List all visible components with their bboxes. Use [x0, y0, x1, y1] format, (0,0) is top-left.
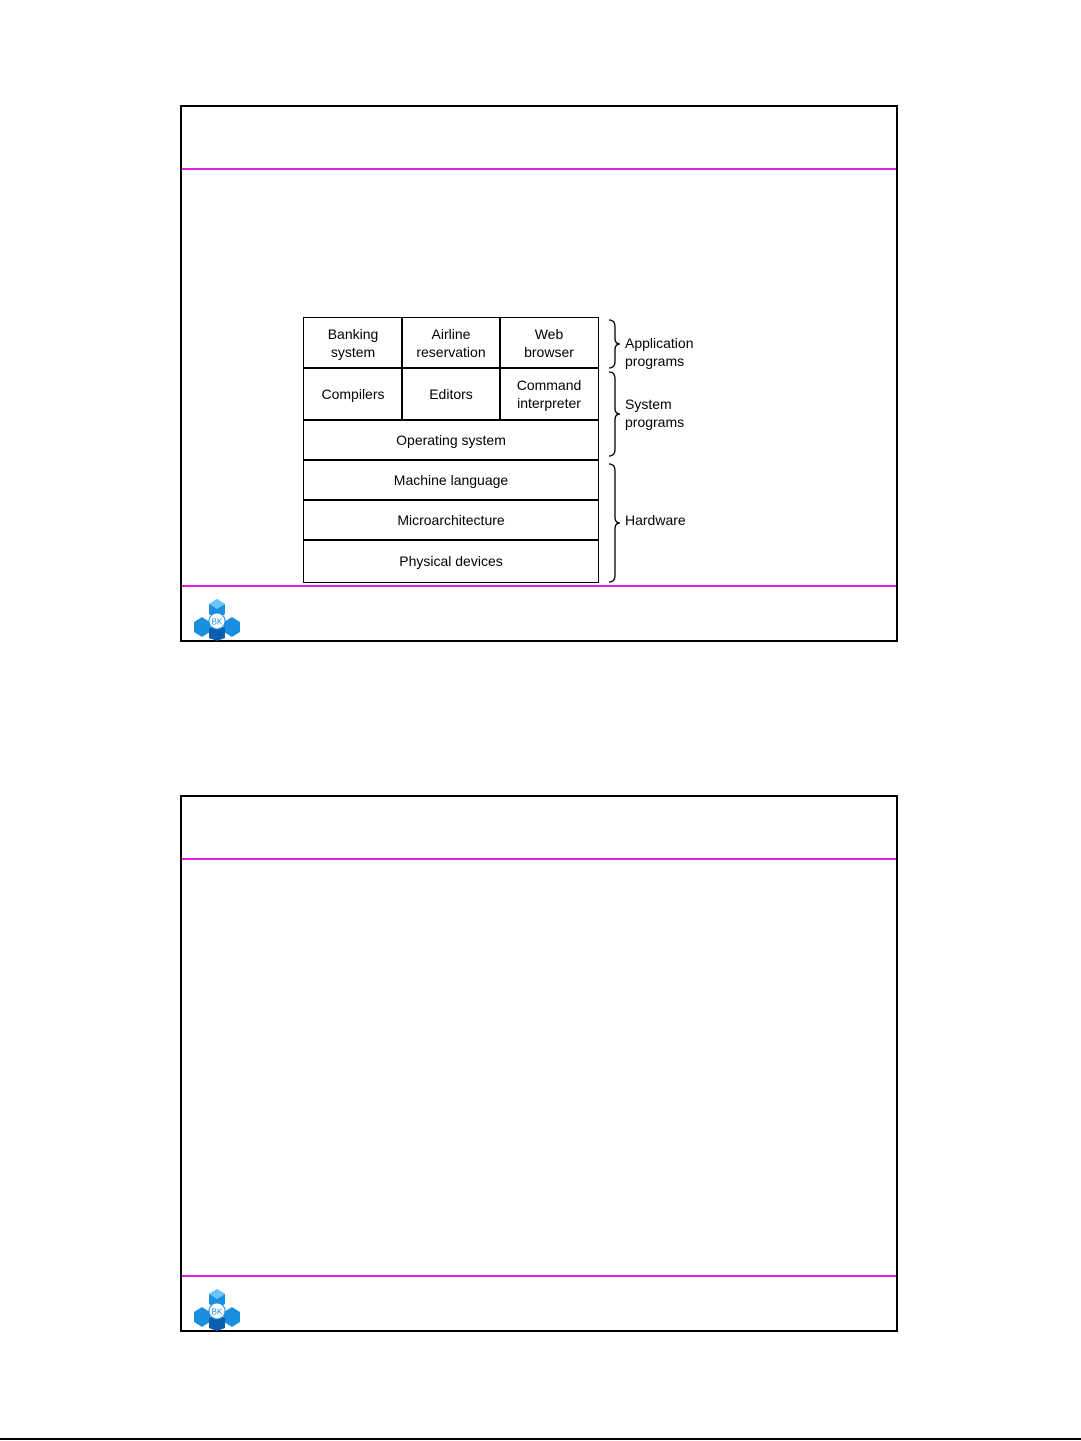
label-hardware: Hardware — [625, 512, 686, 528]
cell-web-browser: Web browser — [499, 317, 599, 369]
cell-editors: Editors — [401, 367, 501, 421]
svg-text:BK: BK — [211, 617, 223, 627]
footer-divider — [182, 585, 896, 587]
footer-divider — [182, 1275, 896, 1277]
cell-airline-reservation: Airline reservation — [401, 317, 501, 369]
cell-physical-devices: Physical devices — [303, 539, 599, 583]
cell-banking-system: Banking system — [303, 317, 403, 369]
cell-operating-system: Operating system — [303, 419, 599, 461]
bk-logo — [194, 597, 240, 641]
header-divider — [182, 858, 896, 860]
slide-1 — [180, 105, 898, 642]
page-bottom-rule — [0, 1438, 1081, 1440]
label-system-programs: System programs — [625, 396, 685, 430]
label-application-programs: Application programs — [625, 335, 694, 369]
brace-system — [607, 371, 623, 457]
brace-hardware — [607, 463, 623, 583]
bk-logo — [194, 1287, 240, 1331]
cell-microarchitecture: Microarchitecture — [303, 499, 599, 541]
header-divider — [182, 168, 896, 170]
cell-machine-language: Machine language — [303, 459, 599, 501]
slide-2 — [180, 795, 898, 1332]
svg-text:BK: BK — [211, 1307, 223, 1317]
cell-compilers: Compilers — [303, 367, 403, 421]
cell-command-interpreter: Command interpreter — [499, 367, 599, 421]
brace-application — [607, 319, 623, 369]
